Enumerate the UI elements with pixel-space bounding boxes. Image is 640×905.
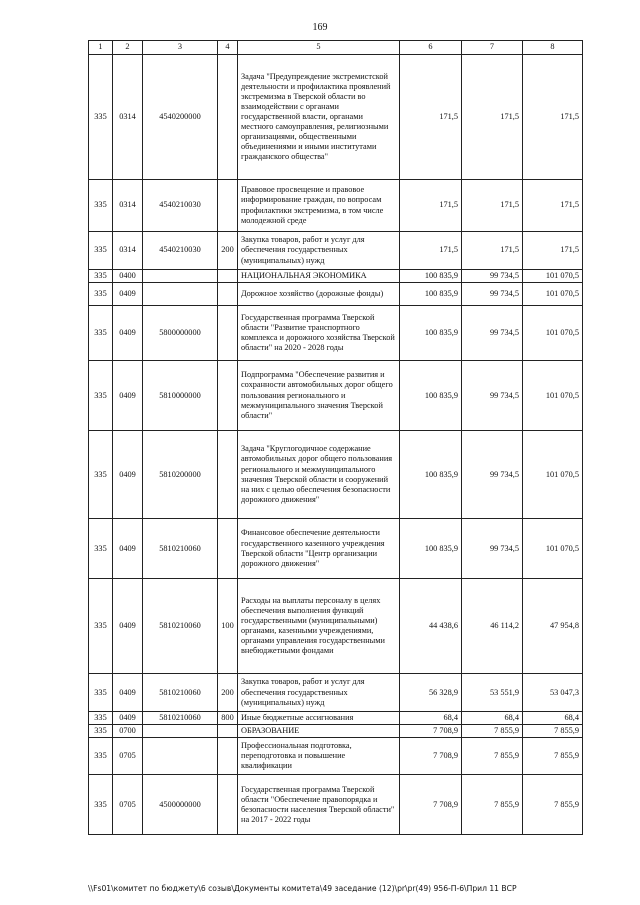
cell-target: 5810000000	[143, 361, 218, 431]
budget-table	[88, 40, 583, 835]
table-row	[89, 361, 583, 431]
cell-section: 0314	[113, 55, 143, 180]
cell-value-col8: 171,5	[523, 232, 583, 270]
cell-code: 335	[89, 180, 113, 232]
cell-code: 335	[89, 232, 113, 270]
cell-expense-type	[218, 361, 238, 431]
cell-value-col6: 171,5	[400, 180, 462, 232]
cell-target	[143, 738, 218, 775]
cell-target: 4540210030	[143, 232, 218, 270]
cell-value-col7: 46 114,2	[462, 579, 523, 674]
table-row	[89, 738, 583, 775]
table-row	[89, 725, 583, 738]
cell-name: Государственная программа Тверской области "Обеспечение правопорядка и безопасности населения Тверской области" на 2017 - 2022 годы	[238, 775, 400, 835]
cell-value-col6: 7 708,9	[400, 738, 462, 775]
cell-value-col7: 7 855,9	[462, 775, 523, 835]
cell-section: 0409	[113, 431, 143, 519]
cell-code: 335	[89, 712, 113, 725]
cell-expense-type	[218, 775, 238, 835]
cell-name: Профессиональная подготовка, переподготовка и повышение квалификации	[238, 738, 400, 775]
cell-name: НАЦИОНАЛЬНАЯ ЭКОНОМИКА	[238, 270, 400, 283]
cell-name: Дорожное хозяйство (дорожные фонды)	[238, 283, 400, 306]
cell-code: 335	[89, 283, 113, 306]
cell-value-col8: 101 070,5	[523, 431, 583, 519]
cell-expense-type: 100	[218, 579, 238, 674]
cell-section: 0705	[113, 738, 143, 775]
cell-value-col6: 68,4	[400, 712, 462, 725]
cell-value-col7: 171,5	[462, 55, 523, 180]
cell-target	[143, 283, 218, 306]
cell-value-col6: 56 328,9	[400, 674, 462, 712]
cell-name: Расходы на выплаты персоналу в целях обеспечения выполнения функций государственными (муниципальными) органами, казенными учреждениями, органами управления государственными внебюджетными фондами	[238, 579, 400, 674]
cell-value-col8: 101 070,5	[523, 306, 583, 361]
column-header: 7	[462, 41, 523, 55]
cell-name: Финансовое обеспечение деятельности государственного казенного учреждения Тверской области "Центр организации дорожного движения"	[238, 519, 400, 579]
cell-value-col6: 7 708,9	[400, 775, 462, 835]
cell-value-col6: 44 438,6	[400, 579, 462, 674]
cell-value-col7: 99 734,5	[462, 270, 523, 283]
column-header: 6	[400, 41, 462, 55]
cell-value-col7: 53 551,9	[462, 674, 523, 712]
cell-target: 5810200000	[143, 431, 218, 519]
cell-value-col6: 171,5	[400, 232, 462, 270]
cell-expense-type: 200	[218, 674, 238, 712]
column-header: 2	[113, 41, 143, 55]
cell-code: 335	[89, 361, 113, 431]
cell-expense-type	[218, 306, 238, 361]
cell-name: Подпрограмма "Обеспечение развития и сохранности автомобильных дорог общего пользования регионального и межмуниципального значения Тверской области"	[238, 361, 400, 431]
page-number: 169	[312, 22, 328, 33]
cell-value-col7: 99 734,5	[462, 519, 523, 579]
cell-name: Закупка товаров, работ и услуг для обеспечения государственных (муниципальных) нужд	[238, 232, 400, 270]
table-row	[89, 579, 583, 674]
cell-value-col8: 171,5	[523, 55, 583, 180]
column-header: 4	[218, 41, 238, 55]
cell-expense-type	[218, 270, 238, 283]
cell-expense-type: 200	[218, 232, 238, 270]
cell-code: 335	[89, 270, 113, 283]
column-header: 5	[238, 41, 400, 55]
cell-expense-type	[218, 55, 238, 180]
cell-section: 0700	[113, 725, 143, 738]
cell-value-col8: 7 855,9	[523, 775, 583, 835]
cell-code: 335	[89, 431, 113, 519]
cell-code: 335	[89, 55, 113, 180]
table-row	[89, 674, 583, 712]
cell-target	[143, 725, 218, 738]
table-row	[89, 180, 583, 232]
cell-name: Задача "Круглогодичное содержание автомобильных дорог общего пользования регионального и межмуниципального значения Тверской области и сооружений на них с целью обеспечения безопасности дорожного движения"	[238, 431, 400, 519]
cell-section: 0409	[113, 306, 143, 361]
cell-value-col6: 100 835,9	[400, 519, 462, 579]
cell-target: 5810210060	[143, 579, 218, 674]
cell-value-col8: 7 855,9	[523, 725, 583, 738]
cell-value-col7: 7 855,9	[462, 725, 523, 738]
cell-expense-type	[218, 738, 238, 775]
cell-expense-type	[218, 725, 238, 738]
cell-value-col8: 171,5	[523, 180, 583, 232]
cell-section: 0409	[113, 712, 143, 725]
table-row	[89, 306, 583, 361]
cell-value-col8: 68,4	[523, 712, 583, 725]
cell-section: 0409	[113, 674, 143, 712]
cell-value-col8: 47 954,8	[523, 579, 583, 674]
cell-section: 0409	[113, 283, 143, 306]
table-row	[89, 431, 583, 519]
cell-value-col7: 99 734,5	[462, 361, 523, 431]
cell-value-col7: 68,4	[462, 712, 523, 725]
cell-value-col6: 7 708,9	[400, 725, 462, 738]
cell-target: 4540210030	[143, 180, 218, 232]
cell-code: 335	[89, 579, 113, 674]
cell-section: 0409	[113, 579, 143, 674]
cell-target: 5810210060	[143, 519, 218, 579]
table-row	[89, 283, 583, 306]
cell-value-col6: 100 835,9	[400, 431, 462, 519]
cell-section: 0409	[113, 519, 143, 579]
cell-name: ОБРАЗОВАНИЕ	[238, 725, 400, 738]
cell-value-col8: 7 855,9	[523, 738, 583, 775]
column-header: 1	[89, 41, 113, 55]
cell-name: Задача "Предупреждение экстремистской деятельности и профилактика проявлений экстремизма в Тверской области во взаимодействии с органами государственной власти, органами местного самоуправления, религиозными организациями, общественными объединениями и иными институтами гражданского общества"	[238, 55, 400, 180]
table-row	[89, 712, 583, 725]
cell-value-col8: 101 070,5	[523, 361, 583, 431]
cell-value-col7: 99 734,5	[462, 283, 523, 306]
cell-value-col7: 99 734,5	[462, 306, 523, 361]
file-path-footer: \\Fs01\комитет по бюджету\6 созыв\Документы комитета\49 заседание (12)\pr\pr(49) 956-П-6\Прил 11 ВСР	[88, 884, 517, 893]
cell-value-col6: 100 835,9	[400, 270, 462, 283]
cell-target: 5800000000	[143, 306, 218, 361]
cell-value-col7: 7 855,9	[462, 738, 523, 775]
cell-section: 0409	[113, 361, 143, 431]
cell-target: 4500000000	[143, 775, 218, 835]
cell-value-col7: 171,5	[462, 180, 523, 232]
cell-value-col8: 101 070,5	[523, 519, 583, 579]
column-header: 3	[143, 41, 218, 55]
cell-section: 0314	[113, 180, 143, 232]
cell-value-col6: 100 835,9	[400, 283, 462, 306]
cell-expense-type: 800	[218, 712, 238, 725]
cell-expense-type	[218, 283, 238, 306]
cell-target: 4540200000	[143, 55, 218, 180]
cell-expense-type	[218, 180, 238, 232]
cell-value-col8: 101 070,5	[523, 270, 583, 283]
cell-code: 335	[89, 519, 113, 579]
cell-target: 5810210060	[143, 712, 218, 725]
cell-code: 335	[89, 725, 113, 738]
cell-value-col8: 101 070,5	[523, 283, 583, 306]
table-row	[89, 519, 583, 579]
cell-name: Закупка товаров, работ и услуг для обеспечения государственных (муниципальных) нужд	[238, 674, 400, 712]
cell-value-col8: 53 047,3	[523, 674, 583, 712]
cell-value-col6: 100 835,9	[400, 361, 462, 431]
cell-code: 335	[89, 738, 113, 775]
cell-target	[143, 270, 218, 283]
table-row	[89, 270, 583, 283]
cell-name: Правовое просвещение и правовое информирование граждан, по вопросам профилактики экстремизма, в том числе молодежной среде	[238, 180, 400, 232]
table-row	[89, 775, 583, 835]
cell-target: 5810210060	[143, 674, 218, 712]
cell-section: 0400	[113, 270, 143, 283]
cell-value-col7: 171,5	[462, 232, 523, 270]
cell-code: 335	[89, 306, 113, 361]
table-row	[89, 232, 583, 270]
cell-expense-type	[218, 519, 238, 579]
cell-name: Иные бюджетные ассигнования	[238, 712, 400, 725]
cell-value-col7: 99 734,5	[462, 431, 523, 519]
cell-code: 335	[89, 674, 113, 712]
cell-section: 0314	[113, 232, 143, 270]
table-row	[89, 55, 583, 180]
column-header: 8	[523, 41, 583, 55]
cell-expense-type	[218, 431, 238, 519]
cell-value-col6: 100 835,9	[400, 306, 462, 361]
cell-name: Государственная программа Тверской области "Развитие транспортного комплекса и дорожного хозяйства Тверской области" на 2020 - 2028 годы	[238, 306, 400, 361]
cell-code: 335	[89, 775, 113, 835]
table-header-row	[89, 41, 583, 55]
cell-value-col6: 171,5	[400, 55, 462, 180]
cell-section: 0705	[113, 775, 143, 835]
